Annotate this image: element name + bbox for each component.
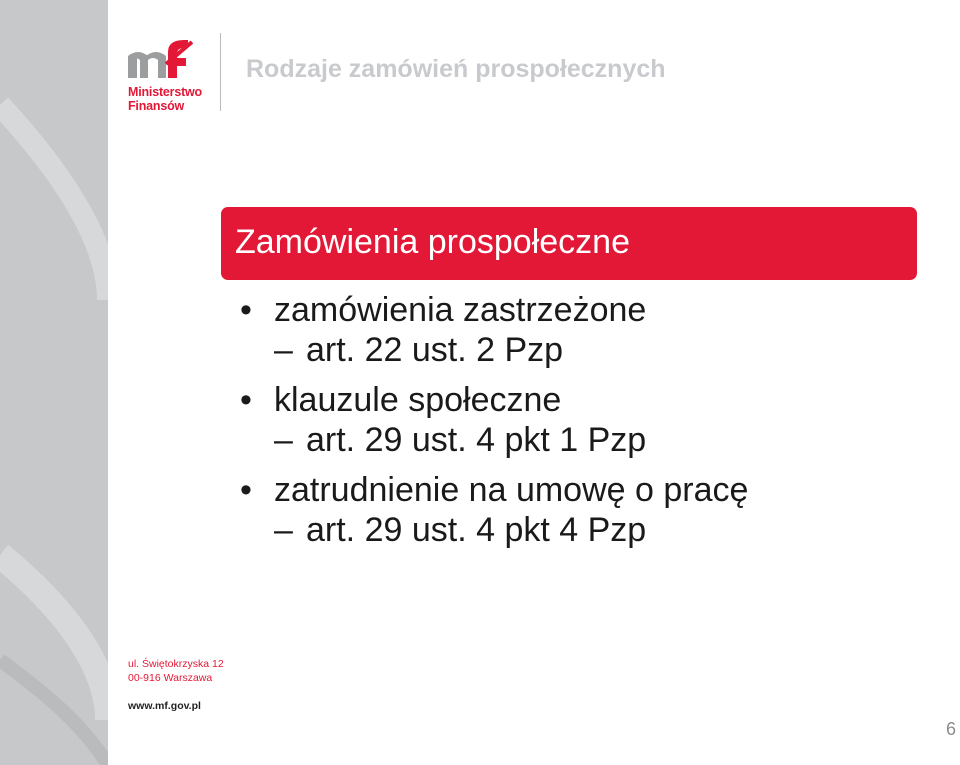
page-number: 6: [945, 719, 956, 739]
decorative-arcs: [0, 0, 108, 765]
list-item: [236, 468, 926, 512]
bullet-icon: •: [240, 471, 252, 509]
bullet-icon: •: [240, 381, 252, 419]
list-item-text: klauzule społeczne: [274, 381, 562, 419]
list-item: [236, 378, 926, 422]
footer-address-line2: 00-916 Warszawa: [128, 672, 213, 684]
bullet-icon: •: [240, 291, 252, 329]
footer-website-link[interactable]: www.mf.gov.pl: [128, 700, 201, 712]
list-subitem-text: art. 29 ust. 4 pkt 1 Pzp: [306, 421, 647, 459]
list-subitem-text: art. 22 ust. 2 Pzp: [306, 331, 564, 369]
ministry-logo: [126, 34, 216, 114]
footer-address-line1: ul. Świętokrzyska 12: [128, 658, 224, 670]
list-item-text: zatrudnienie na umowę o pracę: [274, 471, 749, 509]
dash-icon: –: [274, 331, 293, 369]
left-decorative-band: [0, 0, 108, 765]
section-banner: [221, 207, 917, 280]
logo-text-line1: Ministerstwo: [128, 85, 202, 99]
bullet-list: [236, 288, 926, 558]
dash-icon: –: [274, 421, 293, 459]
list-item-text: zamówienia zastrzeżone: [274, 291, 647, 329]
page-header-title: Rodzaje zamówień prospołecznych: [246, 55, 666, 83]
banner-title: Zamówienia prospołeczne: [235, 223, 630, 261]
logo-text-line2: Finansów: [128, 99, 185, 113]
logo-divider: [220, 33, 221, 111]
list-item: [236, 288, 926, 332]
mf-logo-icon: [126, 34, 216, 84]
list-subitem: [236, 508, 926, 552]
list-subitem: [236, 418, 926, 462]
dash-icon: –: [274, 511, 293, 549]
logo-text: [128, 85, 202, 113]
list-subitem-text: art. 29 ust. 4 pkt 4 Pzp: [306, 511, 647, 549]
list-subitem: [236, 328, 926, 372]
